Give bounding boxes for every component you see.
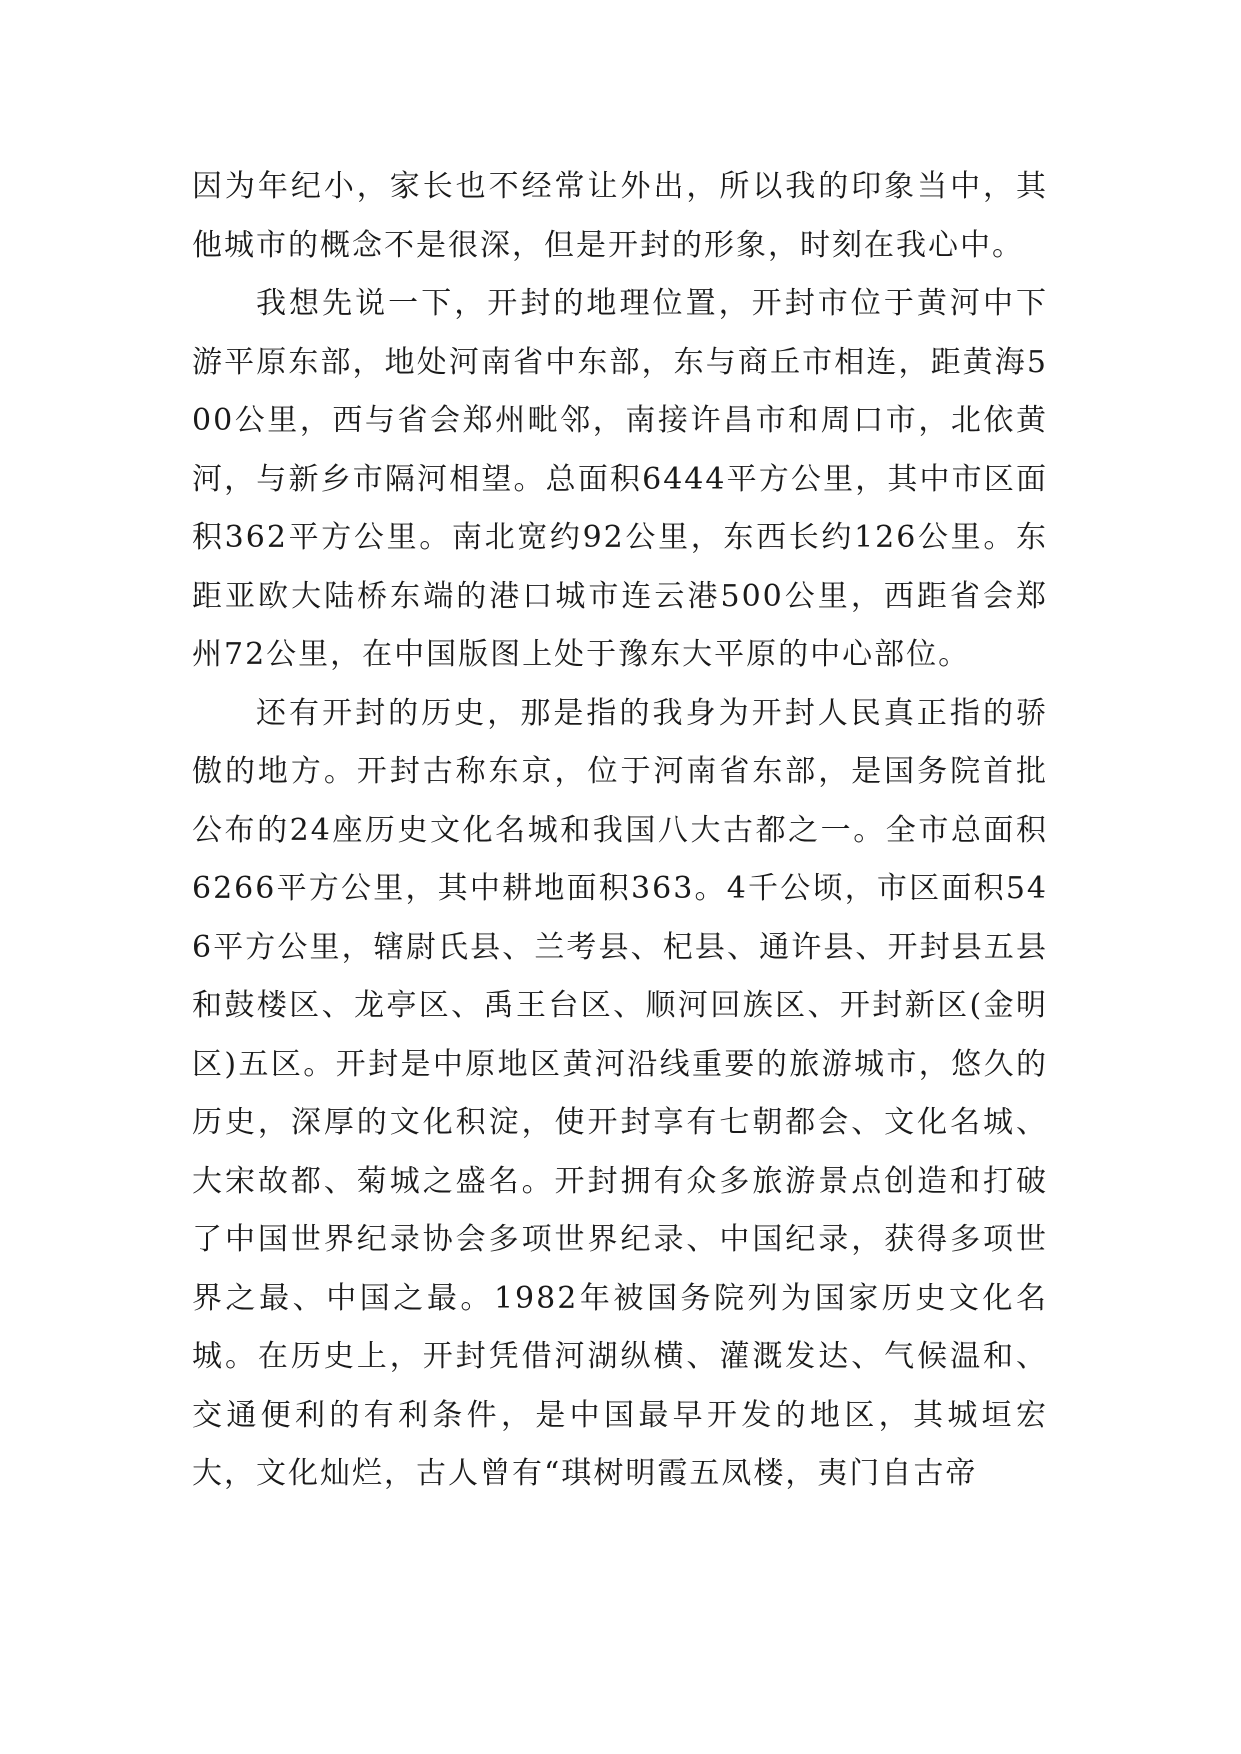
body-text (192, 158, 1048, 1504)
paragraph-1: 因为年纪小，家长也不经常让外出，所以我的印象当中，其他城市的概念不是很深，但是开封的形象，时刻在我心中。 (192, 169, 1048, 263)
paragraph-2-geography: 我想先说一下，开封的地理位置，开封市位于黄河中下游平原东部，地处河南省中东部，东与商丘市相连，距黄海500公里，西与省会郑州毗邻，南接许昌市和周口市，北依黄河，与新乡市隔河相望。总面积6444平方公里，其中市区面积362平方公里。南北宽约92公里，东西长约126公里。东距亚欧大陆桥东端的港口城市连云港500公里，西距省会郑州72公里，在中国版图上处于豫东大平原的中心部位。 (192, 286, 1048, 672)
paragraph-3-history: 还有开封的历史，那是指的我身为开封人民真正指的骄傲的地方。开封古称东京，位于河南省东部，是国务院首批公布的24座历史文化名城和我国八大古都之一。全市总面积6266平方公里，其中耕地面积363。4千公顷，市区面积546平方公里，辖尉氏县、兰考县、杞县、通许县、开封县五县和鼓楼区、龙亭区、禹王台区、顺河回族区、开封新区(金明区)五区。开封是中原地区黄河沿线重要的旅游城市，悠久的历史，深厚的文化积淀，使开封享有七朝都会、文化名城、大宋故都、菊城之盛名。开封拥有众多旅游景点创造和打破了中国世界纪录协会多项世界纪录、中国纪录，获得多项世界之最、中国之最。1982年被国务院列为国家历史文化名城。在历史上，开封凭借河湖纵横、灌溉发达、气候温和、交通便利的有利条件，是中国最早开发的地区，其城垣宏大，文化灿烂，古人曾有“琪树明霞五凤楼，夷门自古帝 (192, 695, 1048, 1491)
